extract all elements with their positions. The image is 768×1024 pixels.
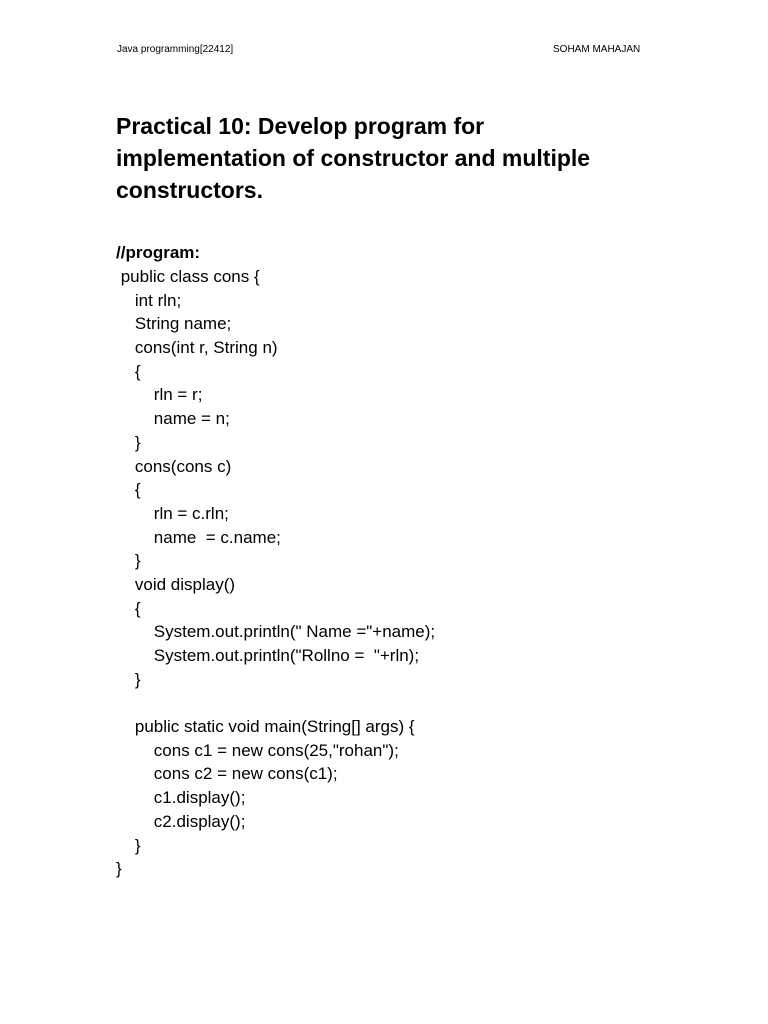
program-heading: //program: <box>116 243 201 262</box>
code-line: { <box>116 598 141 618</box>
title-line: Practical 10: Develop program for <box>116 113 485 139</box>
title-line: implementation of constructor and multiple <box>116 145 591 171</box>
code-line: name = n; <box>116 409 230 429</box>
code-line: cons(cons c) <box>116 456 232 476</box>
code-line: System.out.println(" Name ="+name); <box>116 622 436 642</box>
code-line: cons c1 = new cons(25,"rohan"); <box>116 740 399 760</box>
code-line: int rln; <box>116 290 182 310</box>
practical-title <box>116 110 676 206</box>
code-line: public static void main(String[] args) { <box>116 717 415 737</box>
code-line: } <box>116 835 141 855</box>
code-line: c1.display(); <box>116 788 246 808</box>
code-line: rln = c.rln; <box>116 503 229 523</box>
code-line: rln = r; <box>116 385 203 405</box>
code-line: System.out.println("Rollno = "+rln); <box>116 646 420 665</box>
code-line: name = c.name; <box>116 527 281 547</box>
code-line: } <box>116 551 141 571</box>
header-author-name: SOHAM MAHAJAN <box>553 44 641 55</box>
code-line: cons c2 = new cons(c1); <box>116 764 338 784</box>
code-line <box>116 691 435 715</box>
code-line: c2.display(); <box>116 811 246 831</box>
code-line: { <box>116 480 141 500</box>
title-line: constructors. <box>116 177 263 203</box>
code-line: } <box>116 859 122 879</box>
code-line: } <box>116 669 141 689</box>
code-line: cons(int r, String n) <box>116 338 278 358</box>
code-listing <box>116 265 435 881</box>
header-course-title: Java programming[22412] <box>117 44 234 55</box>
code-line: { <box>116 361 141 381</box>
code-line: void display() <box>116 574 236 594</box>
code-line: } <box>116 432 141 452</box>
code-line: public class cons { <box>116 267 260 286</box>
code-line: String name; <box>116 314 232 334</box>
